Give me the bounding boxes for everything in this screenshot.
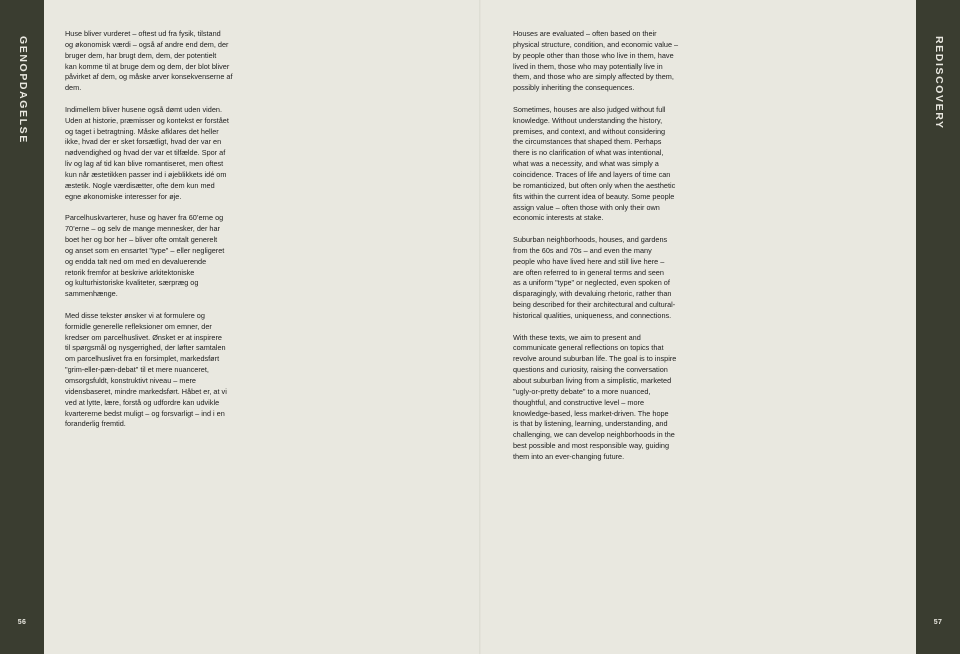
text-line: are often referred to in general terms and seen bbox=[513, 267, 664, 277]
paragraph bbox=[513, 333, 699, 463]
left-section-title: GENOPDAGELSE bbox=[17, 36, 29, 144]
text-line: challenging, we can develop neighborhoods in the bbox=[513, 430, 675, 440]
text-line: Parcelhuskvarterer, huse og haver fra 60’erne og bbox=[65, 213, 224, 223]
text-line: dem. bbox=[65, 83, 82, 93]
paragraph bbox=[65, 213, 253, 300]
text-line: og kulturhistoriske kvaliteter, særpræg og bbox=[65, 278, 199, 288]
text-line: ikke, hvad der er sket forsætligt, hvad der var en bbox=[65, 137, 222, 147]
text-line: premises, and context, and without considering bbox=[513, 126, 666, 136]
text-line: egne økonomiske interesser for øje. bbox=[65, 191, 182, 201]
text-line: being described for their architectural and cultural- bbox=[513, 300, 676, 310]
left-side-bar bbox=[0, 0, 44, 654]
paragraph bbox=[65, 105, 253, 203]
text-line: kredser om parcelhuslivet. Ønsket er at inspirere bbox=[65, 332, 222, 342]
text-line: nødvendighed og hvad der var et tilfælde. Spor af bbox=[65, 148, 226, 158]
text-line: og endda talt ned om med en devaluerende bbox=[65, 256, 207, 266]
text-line: there is no clarification of what was intentional, bbox=[513, 148, 664, 158]
left-text-column bbox=[65, 29, 253, 441]
text-line: æstetik. Nogle værdisætter, ofte dem kun med bbox=[65, 180, 215, 190]
text-line: disparagingly, with devaluing rhetoric, rather than bbox=[513, 289, 672, 299]
text-line: questions and curiosity, raising the conversation bbox=[513, 365, 668, 375]
right-page-number: 57 bbox=[933, 619, 943, 626]
text-line: what was a necessity, and what was simply a bbox=[513, 159, 659, 169]
text-line: coincidence. Traces of life and layers of time can bbox=[513, 169, 671, 179]
right-text-column bbox=[513, 29, 699, 474]
text-line: bruger dem, har brugt dem, dem, der potentielt bbox=[65, 50, 217, 60]
text-line: them into an ever-changing future. bbox=[513, 451, 625, 461]
text-line: vidensbaseret, mindre markedsført. Håbet er, at vi bbox=[65, 386, 227, 396]
text-line: Indimellem bliver husene også dømt uden viden. bbox=[65, 104, 222, 114]
text-line: og anset som en ensartet "type" – eller negligeret bbox=[65, 245, 225, 255]
page-gutter bbox=[479, 0, 481, 654]
text-line: sammenhænge. bbox=[65, 289, 118, 299]
text-line: lived in them, those who may potentially live in bbox=[513, 61, 663, 71]
left-page-number: 56 bbox=[17, 619, 27, 626]
text-line: kun når æstetikken passer ind i øjeblikkets idé om bbox=[65, 169, 227, 179]
text-line: physical structure, condition, and economic value – bbox=[513, 39, 679, 49]
text-line: knowledge-based, less market-driven. The hope bbox=[513, 408, 669, 418]
text-line: them, and those who are simply affected by them, bbox=[513, 72, 674, 82]
text-line: possibly inheriting the consequences. bbox=[513, 83, 635, 93]
text-line: Suburban neighborhoods, houses, and gardens bbox=[513, 235, 668, 245]
text-line: boet her og bor her – bliver ofte omtalt generelt bbox=[65, 235, 218, 245]
text-line: about suburban living from a simplistic, marketed bbox=[513, 376, 672, 385]
text-line: from the 60s and 70s – and even the many bbox=[513, 245, 652, 255]
text-line: as a uniform "type" or neglected, even spoken of bbox=[513, 278, 670, 288]
text-line: liv og lag af tid kan blive romantiseret, men oftest bbox=[65, 159, 224, 169]
text-line: omsorgsfuldt, konstruktivt niveau – mere bbox=[65, 376, 196, 385]
text-line: thoughtful, and constructive level – more bbox=[513, 397, 645, 407]
text-line: assign value – often those with only their own bbox=[513, 202, 660, 212]
text-line: kan komme til at bruge dem og dem, der blot bliver bbox=[65, 61, 230, 71]
text-line: kvartererne bedst muligt – og forsvarligt – ind i en bbox=[65, 408, 225, 418]
text-line: Uden at historie, præmisser og kontekst er forstået bbox=[65, 115, 229, 125]
right-side-bar bbox=[916, 0, 960, 654]
text-line: formidle generelle refleksioner om emner, der bbox=[65, 321, 212, 331]
text-line: retorik fremfor at beskrive arkitektoniske bbox=[65, 267, 195, 277]
paragraph bbox=[513, 29, 699, 94]
text-line: om parcelhuslivet fra en forsimplet, markedsført bbox=[65, 354, 220, 364]
text-line: Med disse tekster ønsker vi at formulere og bbox=[65, 310, 205, 320]
text-line: og økonomisk værdi – også af andre end dem, der bbox=[65, 39, 229, 49]
text-line: foranderlig fremtid. bbox=[65, 419, 126, 429]
text-line: ved at lytte, lære, forstå og udfordre kan udvikle bbox=[65, 397, 220, 407]
text-line: "grim-eller-pæn-debat" til et mere nuanceret, bbox=[65, 365, 209, 375]
text-line: With these texts, we aim to present and bbox=[513, 332, 641, 342]
paragraph bbox=[513, 235, 699, 322]
text-line: fits within the current idea of beauty. Some people bbox=[513, 191, 675, 201]
text-line: påvirket af dem, og måske arver konsekvenserne af bbox=[65, 72, 233, 82]
text-line: 70’erne – og selv de mange mennesker, der har bbox=[65, 224, 220, 234]
text-line: Sometimes, houses are also judged without full bbox=[513, 104, 666, 114]
text-line: knowledge. Without understanding the history, bbox=[513, 115, 663, 125]
paragraph bbox=[65, 311, 253, 430]
text-line: by people other than those who live in them, have bbox=[513, 50, 674, 60]
text-line: historical qualities, uniqueness, and connections. bbox=[513, 310, 672, 320]
text-line: communicate general reflections on topics that bbox=[513, 343, 664, 353]
text-line: economic interests at stake. bbox=[513, 213, 604, 223]
text-line: the circumstances that shaped them. Perhaps bbox=[513, 137, 662, 147]
text-line: people who have lived here and still live here – bbox=[513, 256, 665, 266]
text-line: is that by listening, learning, understanding, and bbox=[513, 419, 668, 429]
paragraph bbox=[513, 105, 699, 224]
text-line: Houses are evaluated – often based on their bbox=[513, 29, 657, 38]
right-section-title: REDISCOVERY bbox=[933, 36, 945, 130]
text-line: be romanticized, but often only when the aesthetic bbox=[513, 180, 676, 190]
paragraph bbox=[65, 29, 253, 94]
text-line: og taget i betragtning. Måske afklares det heller bbox=[65, 126, 219, 136]
text-line: Huse bliver vurderet – oftest ud fra fysik, tilstand bbox=[65, 29, 221, 38]
text-line: "ugly-or-pretty debate" to a more nuanced, bbox=[513, 386, 651, 396]
text-line: revolve around suburban life. The goal is to inspire bbox=[513, 354, 677, 364]
text-line: best possible and most responsible way, guiding bbox=[513, 441, 670, 451]
text-line: til spørgsmål og nysgerrighed, der løfter samtalen bbox=[65, 343, 226, 353]
